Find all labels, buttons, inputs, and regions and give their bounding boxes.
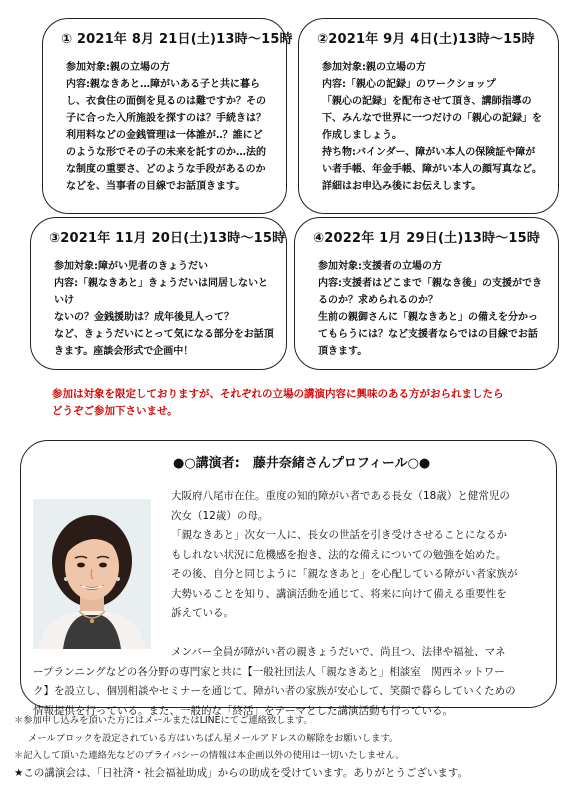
- session-line: 詳細はお申込み後にお伝えします。: [322, 181, 482, 192]
- bio-line: 大阪府八尾市在住。重度の知的障がい者である長女（18歳）と健常児の: [171, 490, 510, 502]
- session-title: ④2022年 1月 29日(土)13時～15時: [313, 231, 541, 246]
- session-card-3: [30, 217, 287, 370]
- session-line: のような形でその子の未来を託すのか…法的: [66, 147, 266, 158]
- notice-line: どうぞご参加下さいませ。: [52, 405, 178, 417]
- session-line: 生前の親御さんに「親なきあと」の備えを分かっ: [318, 312, 538, 323]
- session-line: 利用料などの金銭管理は一体誰が‥？誰にど: [66, 130, 263, 141]
- bio-line: ク】を設立し、個別相談やセミナーを通じて、障がい者の家族が安心して、笑顔で暮らしていくための: [33, 685, 516, 697]
- footer-line: ＊参加申し込みを頂いた方にはメールまたはLINEにてご連絡致します。: [14, 715, 313, 726]
- session-line: 頂きます。: [318, 346, 368, 357]
- session-line: きます。座談会形式で企画中！: [54, 346, 194, 357]
- bio-line: 訴えている。: [171, 607, 234, 619]
- session-description: [322, 59, 548, 195]
- session-line: 「親心の記録」を配布させて頂き、講師指導の: [322, 96, 532, 107]
- session-line: 参加対象:支援者の立場の方: [318, 261, 442, 272]
- speaker-bio: [171, 487, 547, 624]
- session-title: ① 2021年 8月 21日(土)13時～15時: [61, 32, 293, 47]
- speaker-photo: [33, 499, 151, 649]
- session-card-2: [298, 18, 559, 214]
- session-line: い者手帳、年金手帳、障がい本人の顔写真など。: [322, 164, 542, 175]
- session-line: 参加対象:親の立場の方: [66, 62, 170, 73]
- session-line: し、衣食住の面倒を見るのは難ですか？その: [66, 96, 266, 107]
- session-line: 作成しましょう。: [322, 130, 402, 141]
- participation-notice: [52, 386, 532, 420]
- session-line: 下、みんなで世界に一つだけの「親心の記録」を: [322, 113, 542, 124]
- notice-line: 参加は対象を限定しておりますが、それぞれの立場の講演内容に興味のある方がおられましたら: [52, 388, 504, 400]
- footer-notes: [14, 712, 562, 782]
- session-line: などを、当事者の目線でお話頂きます。: [66, 181, 246, 192]
- session-line: ないの？金銭援助は？成年後見人って？: [54, 312, 234, 323]
- session-line: 子に合った入所施設を探すのは？手続きは？: [66, 113, 266, 124]
- profile-title: ●○講演者: 藤井奈緒さんプロフィール○●: [173, 456, 431, 471]
- speaker-profile: [20, 440, 557, 717]
- bio-line: 「親なきあと」次女一人に、長女の世話を引き受けさせることになるか: [171, 529, 507, 541]
- session-line: 参加対象:障がい児者のきょうだい: [54, 261, 208, 272]
- session-line: てもらうには？など支援者ならではの目線でお話: [318, 329, 538, 340]
- session-title: ③2021年 11月 20日(土)13時～15時: [49, 231, 286, 246]
- bio-line: 次女（12歳）の母。: [171, 509, 269, 522]
- session-line: 持ち物:バインダー、障がい本人の保険証や障が: [322, 147, 536, 158]
- session-line: な制度の重要さ、どのような手段があるのか: [66, 164, 266, 175]
- session-line: 参加対象:親の立場の方: [322, 62, 426, 73]
- session-description: [318, 258, 548, 360]
- session-description: [66, 59, 276, 195]
- bio-line: その後、自分と同じように「親なきあと」を心配している障がい者家族が: [171, 568, 518, 580]
- session-card-1: [42, 18, 293, 214]
- session-line: 内容:「親なきあと」きょうだいは同居しないといけ: [54, 278, 268, 306]
- session-line: など、きょうだいにとって気になる部分をお話頂: [54, 329, 274, 340]
- session-line: 内容:「親心の記録」のワークショップ: [322, 79, 496, 90]
- session-card-4: [294, 217, 559, 370]
- bio-line: ープランニングなどの各分野の専門家と共に【一般社団法人「親なきあと」相談室 関西ネットワー: [33, 665, 505, 678]
- footer-line: メールブロックを設定されている方はいちばん星メールアドレスの解除をお願いします。: [28, 732, 399, 744]
- session-line: 内容:親なきあと…障がいある子と共に暮ら: [66, 79, 260, 90]
- footer-line: ＊記入して頂いた連絡先などのプライバシーの情報は本企画以外の使用は一切いたしません。: [14, 750, 405, 761]
- session-title: ②2021年 9月 4日(土)13時～15時: [317, 32, 535, 47]
- bio-line: メンバー全員が障がい者の親きょうだいで、尚且つ、法律や福祉、マネ: [171, 646, 506, 658]
- bio-line: 大勢いることを知り、講演活動を通じて、将来に向けて備える重要性を: [171, 587, 507, 600]
- footer-line: ★この講演会は、「日社済・社会福祉助成」からの助成を受けています。ありがとうございます。: [14, 766, 468, 779]
- bio-line: 情報提供を行っている。また、一般的な「終活」をテーマとした講演活動も行っている。: [33, 704, 453, 717]
- session-line: 内容:支援者はどこまで「親なき後」の支援ができ: [318, 278, 542, 289]
- session-line: るのか？求められるのか？: [318, 295, 438, 306]
- speaker-portrait-icon: [33, 499, 151, 649]
- speaker-bio-continued: [33, 643, 549, 721]
- session-description: [54, 258, 276, 360]
- bio-line: もしれない状況に危機感を抱き、法的な備えについての勉強を始めた。: [171, 548, 507, 561]
